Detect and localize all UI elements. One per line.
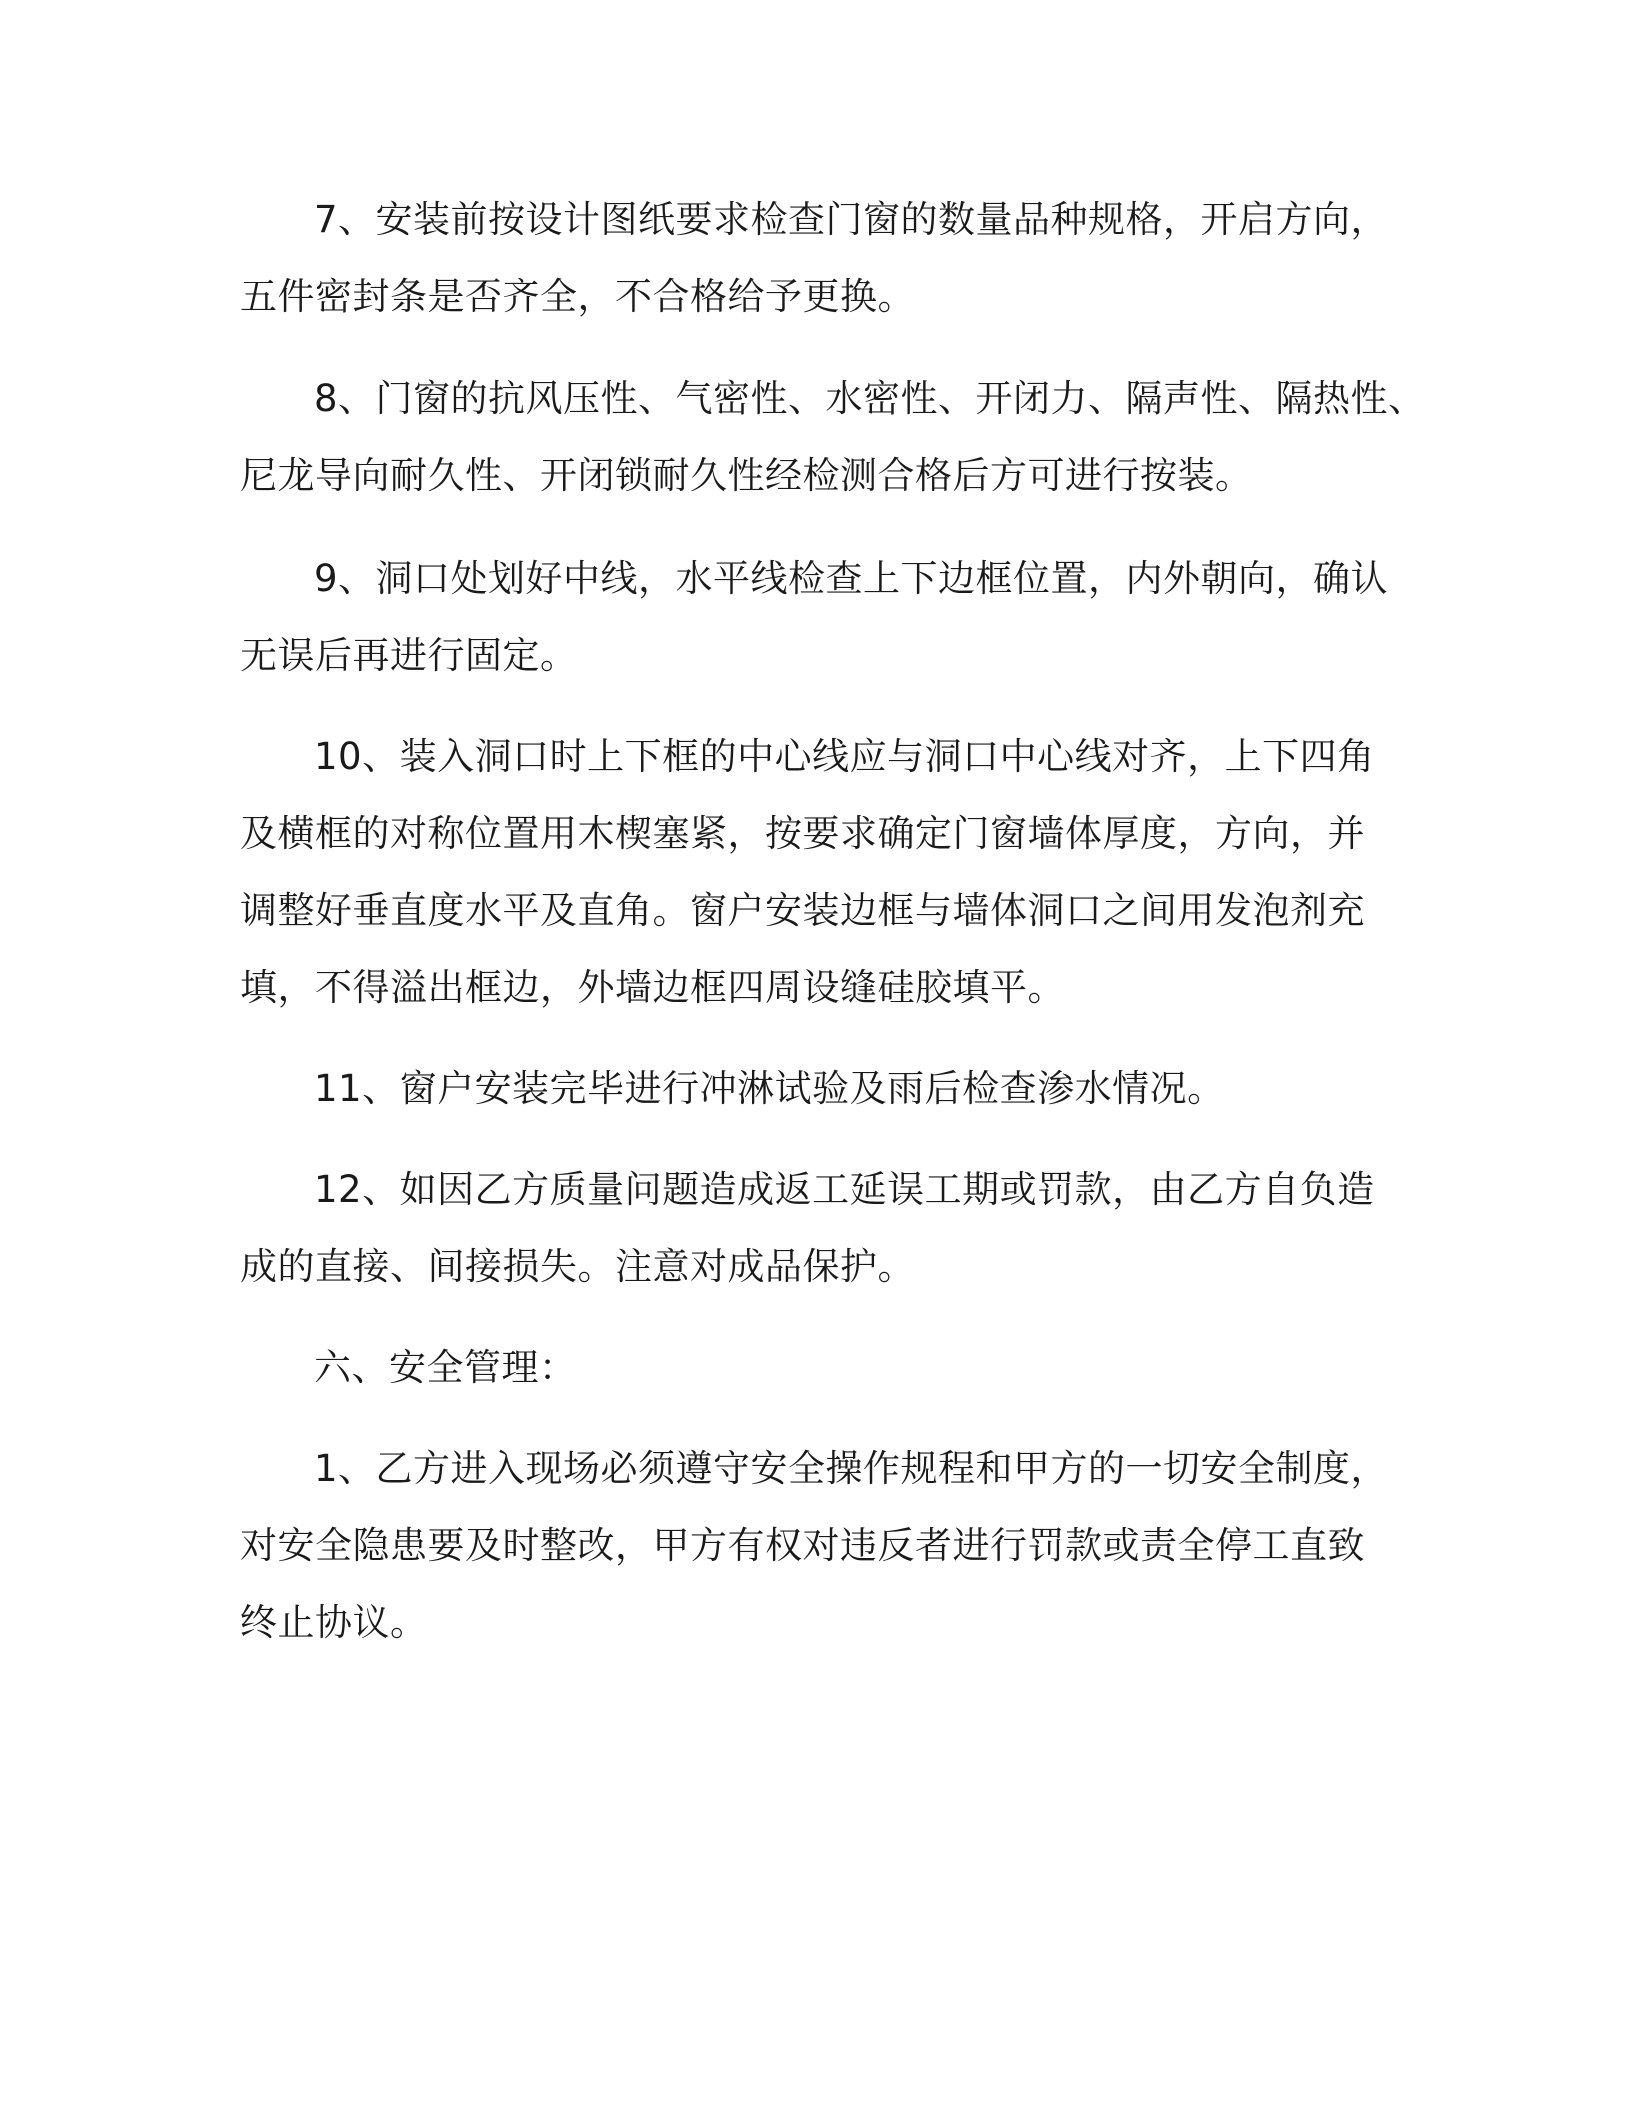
paragraph-10-line-2: 及横框的对称位置用木楔塞紧，按要求确定门窗墙体厚度，方向，并 [240, 812, 1365, 855]
paragraph-8-line-2: 尼龙导向耐久性、开闭锁耐久性经检测合格后方可进行按装。 [240, 454, 1253, 497]
paragraph-10-line-3: 调整好垂直度水平及直角。窗户安装边框与墙体洞口之间用发泡剂充 [240, 889, 1365, 932]
paragraph-9-line-2: 无误后再进行固定。 [240, 634, 578, 677]
paragraph-10-line-4: 填，不得溢出框边，外墙边框四周设缝硅胶填平。 [240, 966, 1065, 1009]
paragraph-7-line-1: 7、安装前按设计图纸要求检查门窗的数量品种规格，开启方向， [314, 198, 1389, 241]
safety-item-1-line-1: 1、乙方进入现场必须遵守安全操作规程和甲方的一切安全制度， [314, 1447, 1389, 1490]
safety-item-1-line-3: 终止协议。 [240, 1601, 428, 1644]
paragraph-8-line-1: 8、门窗的抗风压性、气密性、水密性、开闭力、隔声性、隔热性、 [314, 377, 1426, 420]
paragraph-10-line-1: 10、装入洞口时上下框的中心线应与洞口中心线对齐，上下四角 [314, 735, 1375, 778]
paragraph-12-line-2: 成的直接、间接损失。注意对成品保护。 [240, 1245, 915, 1288]
paragraph-7-line-2: 五件密封条是否齐全，不合格给予更换。 [240, 275, 915, 318]
section-heading-safety: 六、安全管理： [314, 1346, 577, 1389]
paragraph-9-line-1: 9、洞口处划好中线，水平线检查上下边框位置，内外朝向，确认 [314, 557, 1389, 600]
safety-item-1-line-2: 对安全隐患要及时整改，甲方有权对违反者进行罚款或责全停工直致 [240, 1524, 1365, 1567]
paragraph-11-line-1: 11、窗户安装完毕进行冲淋试验及雨后检查渗水情况。 [314, 1067, 1225, 1110]
paragraph-12-line-1: 12、如因乙方质量问题造成返工延误工期或罚款，由乙方自负造 [314, 1168, 1375, 1211]
